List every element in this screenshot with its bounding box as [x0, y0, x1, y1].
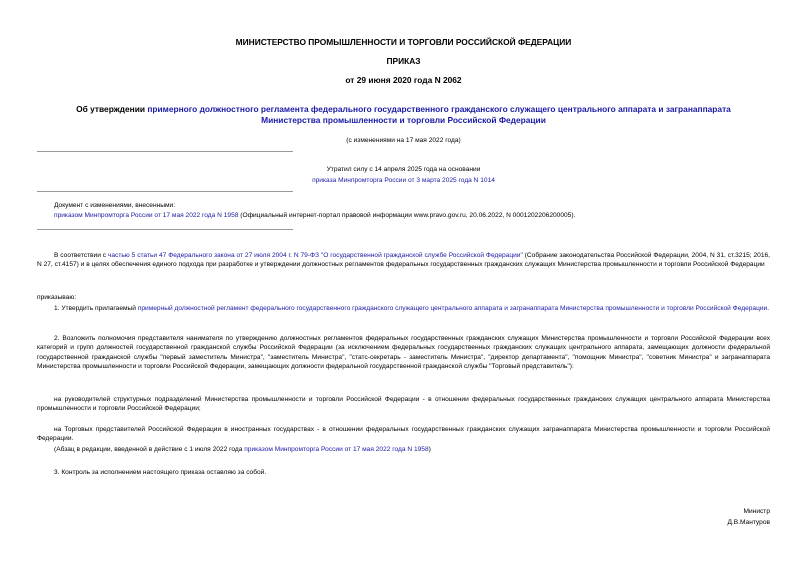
- signature-name: Д.В.Мантуров: [727, 519, 770, 526]
- divider-rule: [37, 151, 293, 152]
- title-link-line1[interactable]: примерного должностного регламента федерального государственного гражданского служащего центрального аппарата и загранаппарата: [147, 104, 731, 114]
- paragraph-2: 2. Возложить полномочия представителя нанимателя по утверждению должностных регламентов федеральных государственных гражданских служащих Министерства промышленности и торговли Российской Федерации всех категорий и групп должностей государственной гражданской службы Российской Федерации (за исключением федеральных государственных гражданских служащих центрального аппарата, замещающих должности федеральной государственной гражданской службы "первый заместитель Министра", "заместитель Министра", "статс-секретарь - заместитель Министра", "директор департамента", "помощник Министра", "советник Министра" и загранаппарата Министерства промышленности и торговли Российской Федерации, замещающих должности федеральной государственной гражданской службы "Торговый представитель"):: [37, 335, 770, 371]
- document-title: [0, 104, 807, 126]
- order-word: приказываю:: [37, 294, 77, 301]
- paragraph-3: 3. Контроль за исполнением настоящего приказа оставляю за собой.: [54, 469, 267, 476]
- changes-link[interactable]: приказом Минпромторга России от 17 мая 2022 года N 1958: [54, 212, 239, 219]
- preamble-start: В соответствии с: [54, 252, 108, 259]
- paragraph-1: [37, 304, 770, 313]
- paragraph-2-item-1: на руководителей структурных подразделений Министерства промышленности и торговли Российской Федерации - в отношении федеральных государственных гражданских служащих центрального аппарата Министерства промышленности и торговли Российской Федерации;: [37, 396, 770, 413]
- amendment-note: [37, 445, 770, 454]
- divider-rule: [37, 191, 293, 192]
- regulation-link[interactable]: примерный должностной регламент федерального государственного гражданского служащего центрального аппарата и загранаппарата Министерства промышленности и торговли Российской Федерации: [137, 305, 768, 312]
- paragraph-1-start: 1. Утвердить прилагаемый: [54, 305, 138, 312]
- preamble-rest: (Собрание законодательства Российской Федерации, 2004, N 31, ст.3215; 2016, N 27, ст.4157) и в целях обеспечения единого подхода при разработке и утверждении должностных регламентов федеральных государственных гражданских служащих Министерства промышленности и торговли Российской Федерации: [37, 252, 771, 269]
- paragraph-1-end: .: [767, 305, 770, 312]
- amendments-note: (с изменениями на 17 мая 2022 года): [346, 137, 461, 144]
- changes-source: [54, 211, 774, 220]
- lost-force-notice: Утратил силу с 14 апреля 2025 года на основании: [326, 166, 481, 173]
- doc-date-heading: от 29 июня 2020 года N 2062: [345, 75, 462, 85]
- doc-type-heading: ПРИКАЗ: [386, 56, 421, 66]
- changes-heading: Документ с изменениями, внесенными:: [54, 202, 176, 209]
- changes-source-text: (Официальный интернет-портал правовой информации www.pravo.gov.ru, 20.06.2022, N 0001202206200005).: [238, 212, 576, 219]
- amendment-note-start: (Абзац в редакции, введенной в действие с 1 июля 2022 года: [54, 446, 245, 453]
- amendment-note-link[interactable]: приказом Минпромторга России от 17 мая 2022 года N 1958: [244, 446, 429, 453]
- divider-rule: [37, 229, 293, 230]
- amendment-note-end: ): [428, 446, 431, 453]
- ministry-heading: МИНИСТЕРСТВО ПРОМЫШЛЕННОСТИ И ТОРГОВЛИ РОССИЙСКОЙ ФЕДЕРАЦИИ: [235, 37, 572, 47]
- paragraph-2-item-2: на Торговых представителей Российской Федерации в иностранных государствах - в отношении федеральных государственных гражданских служащих загранаппарата Министерства промышленности и торговли Российской Федерации.: [37, 426, 770, 443]
- title-prefix: Об утверждении: [76, 104, 148, 114]
- signature-position: Министр: [743, 508, 770, 515]
- title-link-line2[interactable]: Министерства промышленности и торговли Российской Федерации: [261, 115, 546, 125]
- law-link[interactable]: частью 5 статьи 47 Федерального закона от 27 июля 2004 г. N 79-ФЗ "О государственной гражданской службе Российской Федерации": [107, 252, 523, 259]
- paragraph-preamble: [37, 251, 770, 270]
- lost-force-link[interactable]: приказа Минпромторга России от 3 марта 2025 года N 1014: [312, 177, 495, 184]
